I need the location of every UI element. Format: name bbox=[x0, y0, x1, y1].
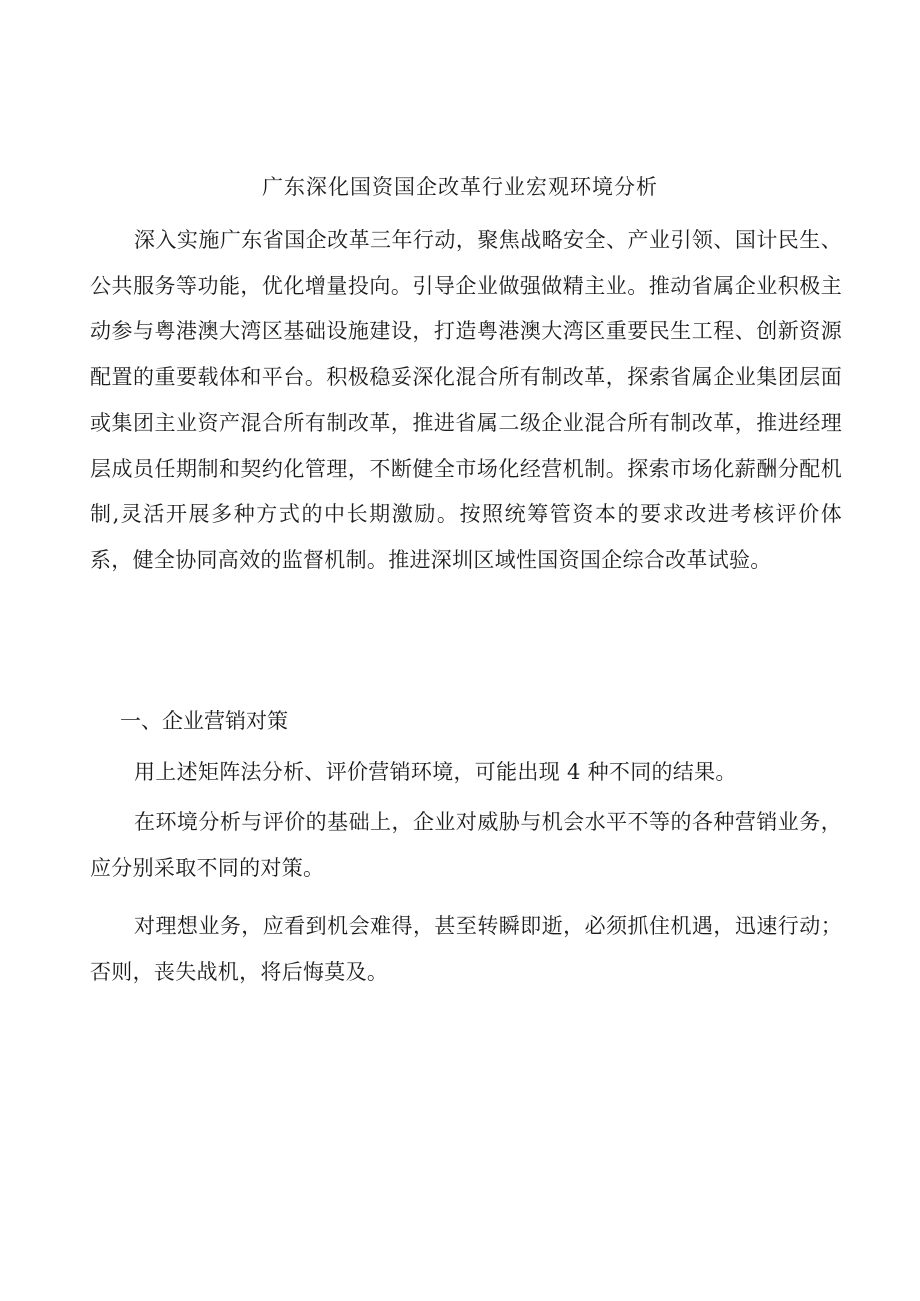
ideal-business-paragraph: 对理想业务，应看到机会难得，甚至转瞬即逝，必须抓住机遇，迅速行动；否则，丧失战机，将后悔莫及。 bbox=[90, 914, 842, 984]
matrix-paragraph: 用上述矩阵法分析、评价营销环境，可能出现 4 种不同的结果。 bbox=[134, 760, 737, 784]
basis-paragraph: 在环境分析与评价的基础上，企业对威胁与机会水平不等的各种营销业务，应分别采取不同的对策。 bbox=[90, 810, 842, 880]
section-heading: 一、企业营销对策 bbox=[120, 709, 288, 733]
document-title: 广东深化国资国企改革行业宏观环境分析 bbox=[262, 175, 658, 199]
intro-paragraph: 深入实施广东省国企改革三年行动，聚焦战略安全、产业引领、国计民生、公共服务等功能，优化增量投向。引导企业做强做精主业。推动省属企业积极主动参与粤港澳大湾区基础设施建设，打造粤港澳大湾区重要民生工程、创新资源配置的重要载体和平台。积极稳妥深化混合所有制改革，探索省属企业集团层面或集团主业资产混合所有制改革，推进省属二级企业混合所有制改革，推进经理层成员任期制和契约化管理，不断健全市场化经营机制。探索市场化薪酬分配机制,灵活开展多种方式的中长期激励。按照统筹管资本的要求改进考核评价体系，健全协同高效的监督机制。推进深圳区域性国资国企综合改革试验。 bbox=[90, 228, 842, 572]
